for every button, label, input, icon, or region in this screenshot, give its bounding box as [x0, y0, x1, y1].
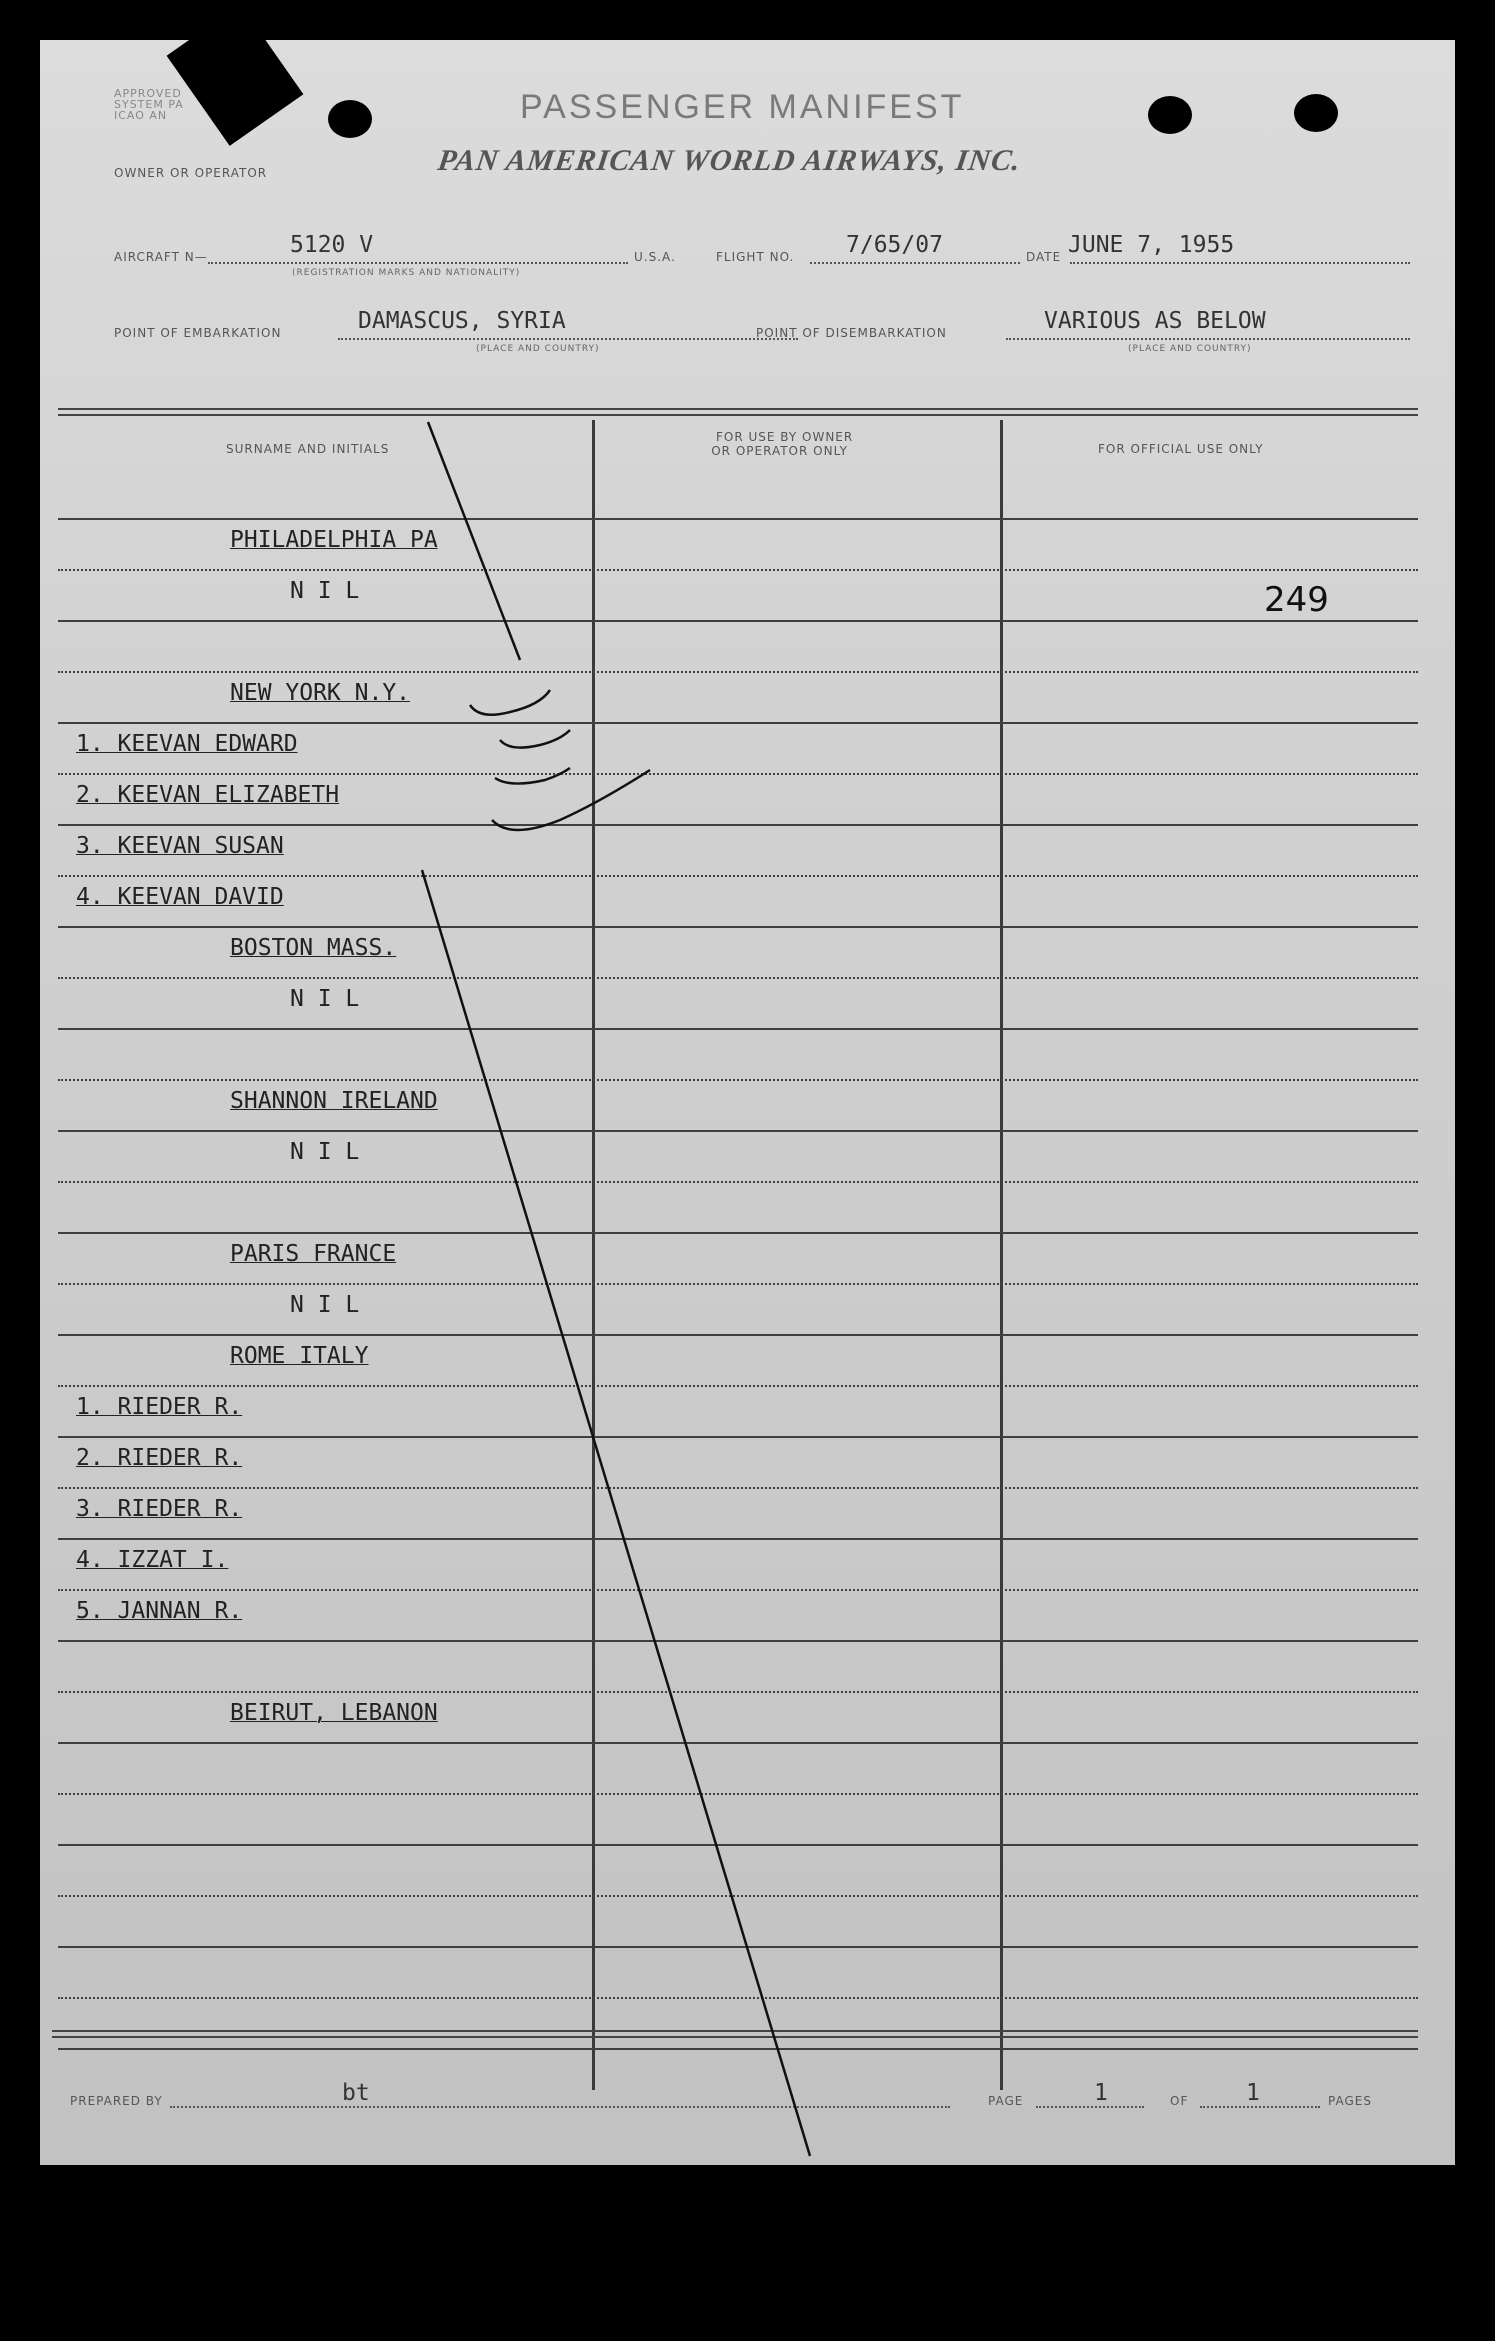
passenger-name: 2. KEEVAN ELIZABETH	[76, 782, 340, 808]
destination-heading: PARIS FRANCE	[230, 1241, 397, 1267]
destination-heading: BOSTON MASS.	[230, 935, 397, 961]
page-title: PASSENGER MANIFEST	[520, 88, 965, 126]
of-label: OF	[1170, 2094, 1189, 2108]
registration-label: (REGISTRATION MARKS AND NATIONALITY)	[292, 268, 521, 278]
check-mark-1	[470, 690, 550, 715]
date-value: JUNE 7, 1955	[1068, 232, 1235, 258]
page-value: 1	[1094, 2080, 1108, 2106]
owner-label: OWNER OR OPERATOR	[114, 166, 268, 180]
disembark-value: VARIOUS AS BELOW	[1044, 308, 1266, 334]
page-label: PAGE	[988, 2094, 1024, 2108]
pen-marks	[40, 40, 1455, 2165]
embark-place-label: (PLACE AND COUNTRY)	[476, 344, 600, 354]
check-mark-2	[500, 730, 570, 748]
aircraft-value: 5120 V	[290, 232, 374, 258]
of-value: 1	[1246, 2080, 1260, 2106]
column-header-official: FOR OFFICIAL USE ONLY	[1098, 442, 1264, 456]
pen-strike-upper	[428, 422, 520, 660]
passenger-name: 4. IZZAT I.	[76, 1547, 229, 1573]
pages-label: PAGES	[1328, 2094, 1372, 2108]
disembark-label: POINT OF DISEMBARKATION	[756, 326, 947, 340]
usa-label: U.S.A.	[634, 250, 676, 264]
disembark-place-label: (PLACE AND COUNTRY)	[1128, 344, 1252, 354]
destination-heading: NEW YORK N.Y.	[230, 680, 411, 706]
aircraft-label: AIRCRAFT N—	[114, 250, 208, 264]
prepared-label: PREPARED BY	[70, 2094, 163, 2108]
nil-entry: N I L	[290, 1139, 360, 1165]
passenger-name: 5. JANNAN R.	[76, 1598, 243, 1624]
prepared-value: bt	[342, 2080, 370, 2106]
nil-entry: N I L	[290, 1292, 360, 1318]
date-label: DATE	[1026, 250, 1062, 264]
destination-heading: SHANNON IRELAND	[230, 1088, 438, 1114]
passenger-name: 2. RIEDER R.	[76, 1445, 243, 1471]
destination-heading: ROME ITALY	[230, 1343, 369, 1369]
check-mark-3	[495, 768, 570, 784]
destination-heading: BEIRUT, LEBANON	[230, 1700, 438, 1726]
column-header-owner: FOR USE BY OWNER OR OPERATOR ONLY	[711, 430, 854, 458]
nil-entry: N I L	[290, 986, 360, 1012]
embark-value: DAMASCUS, SYRIA	[358, 308, 566, 334]
passenger-name: 1. KEEVAN EDWARD	[76, 731, 298, 757]
approval-stamp: APPROVED SYSTEM PA ICAO AN	[114, 87, 184, 122]
destination-heading: PHILADELPHIA PA	[230, 527, 438, 553]
passenger-name: 3. RIEDER R.	[76, 1496, 243, 1522]
pen-strike-lower	[422, 870, 810, 2156]
flight-label: FLIGHT NO.	[716, 250, 795, 264]
column-header-surname: SURNAME AND INITIALS	[226, 442, 390, 456]
flight-value: 7/65/07	[846, 232, 943, 258]
nil-entry: N I L	[290, 578, 360, 604]
passenger-name: 3. KEEVAN SUSAN	[76, 833, 284, 859]
official-note: 249	[1264, 580, 1329, 620]
check-mark-4	[492, 770, 650, 830]
passenger-name: 1. RIEDER R.	[76, 1394, 243, 1420]
passenger-name: 4. KEEVAN DAVID	[76, 884, 284, 910]
manifest-page	[40, 40, 1455, 2165]
embark-label: POINT OF EMBARKATION	[114, 326, 282, 340]
airline-name: PAN AMERICAN WORLD AIRWAYS, INC.	[435, 144, 1024, 177]
